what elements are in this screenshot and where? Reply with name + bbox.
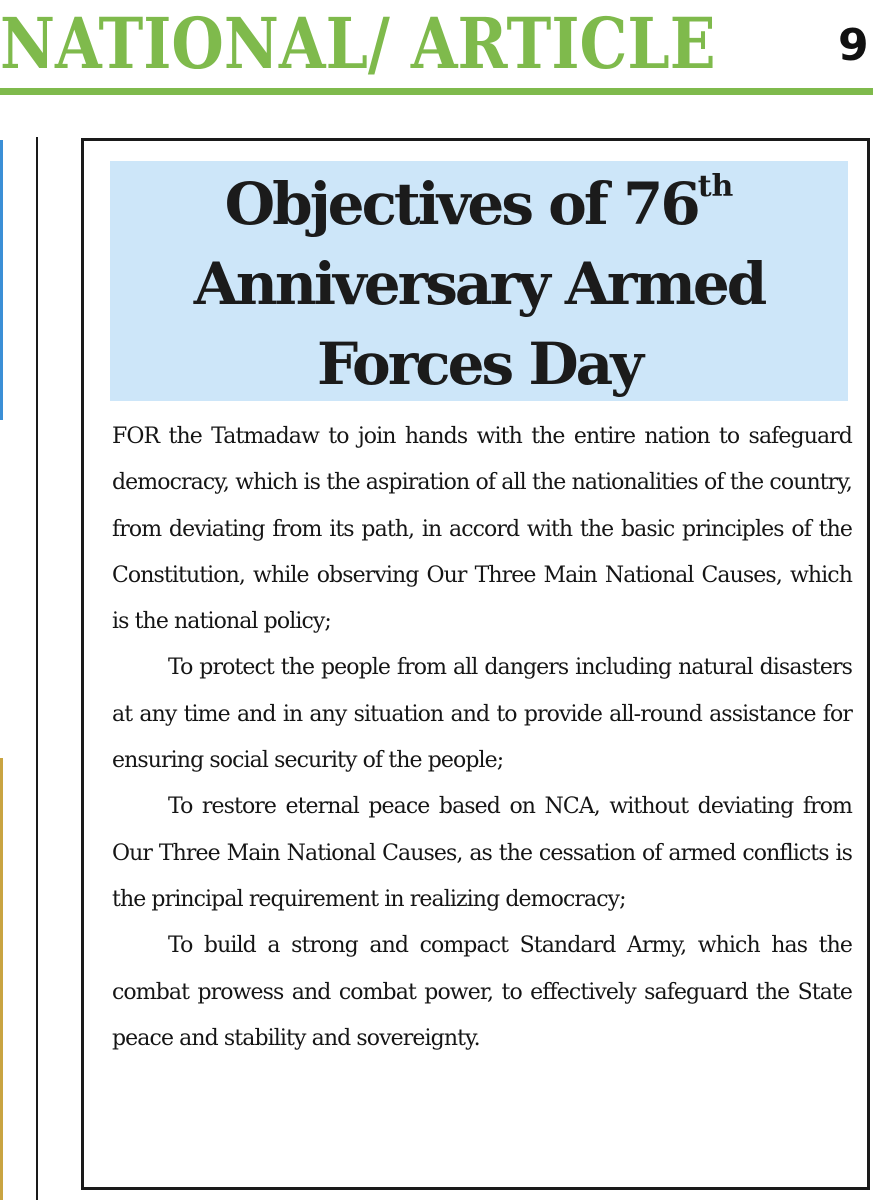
article-paragraph: To restore eternal peace based on NCA, without deviating from Our Three Main National Causes, as the cessation of armed conflicts is the principal requirement in realizing democracy;: [112, 794, 852, 912]
column-rule: [36, 137, 38, 1200]
article-headline: [110, 161, 848, 404]
header-rule: [0, 88, 873, 95]
article-paragraph: FOR the Tatmadaw to join hands with the entire nation to safeguard democracy, which is the aspiration of all the nationalities of the country, from deviating from its path, in accord with the basic principles of the Constitution, while observing Our Three Main National Causes, which is the national policy;: [112, 424, 852, 635]
adjacent-column-edge-gold: [0, 758, 3, 1200]
headline-superscript: th: [697, 169, 734, 204]
article-paragraph: To build a strong and compact Standard Army, which has the combat prowess and combat power, to effectively safeguard the State peace and stability and sovereignty.: [112, 933, 852, 1051]
article-body: [112, 414, 852, 1062]
headline-line-1: Objectives of 76: [224, 170, 698, 238]
page-number: 9: [838, 20, 869, 71]
adjacent-column-edge-blue: [0, 140, 3, 420]
headline-line-2: Anniversary Armed: [193, 250, 765, 318]
article-paragraph: To protect the people from all dangers including natural disasters at any time and in any situation and to provide all-round assistance for ensuring social security of the people;: [112, 655, 852, 774]
section-title: NATIONAL/ ARTICLE: [0, 2, 716, 85]
headline-line-3: Forces Day: [317, 330, 641, 398]
headline-panel: [110, 161, 848, 401]
